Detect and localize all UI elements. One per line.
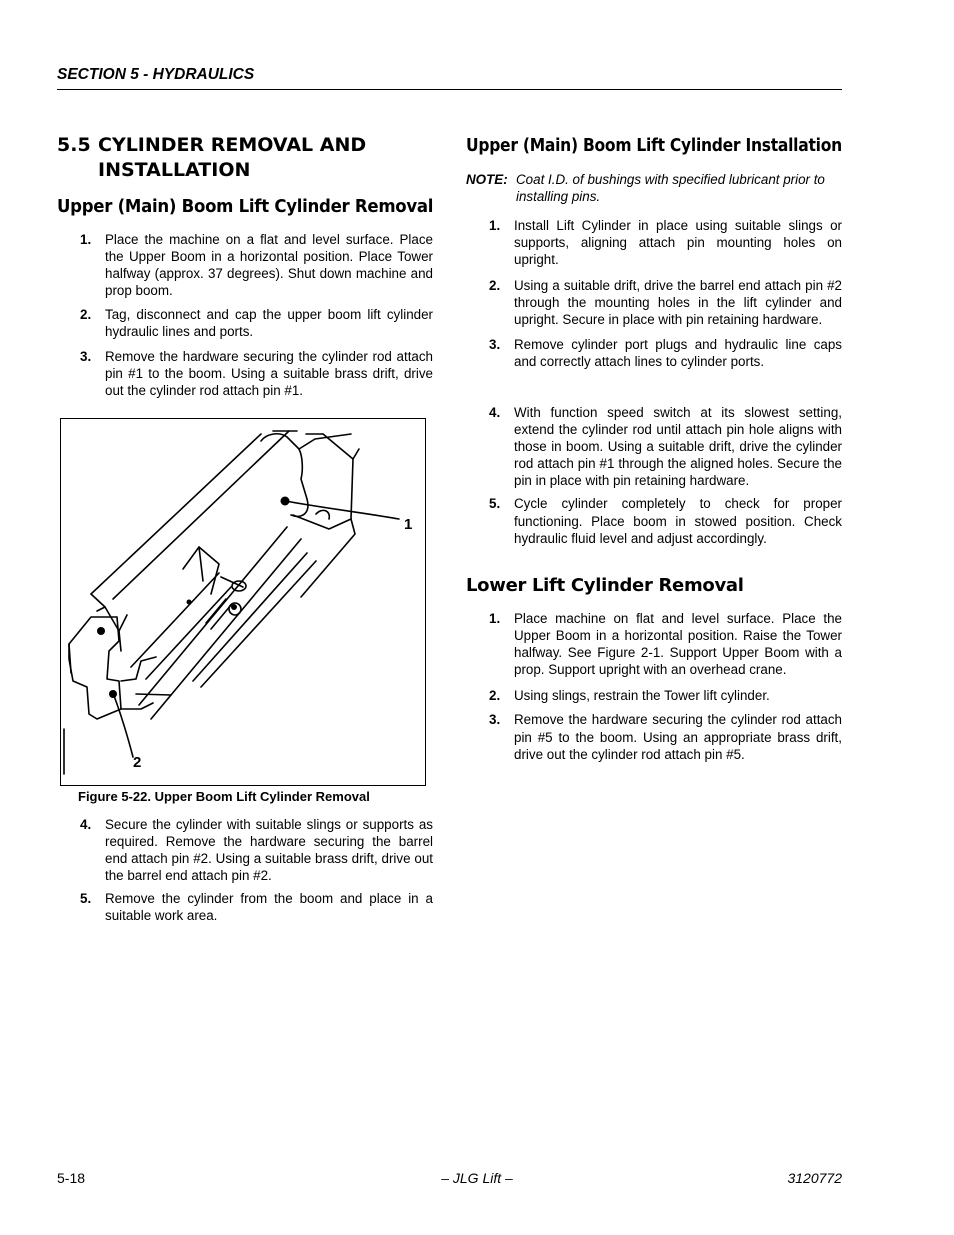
- section-title-line1: CYLINDER REMOVAL AND: [98, 134, 367, 156]
- note-text: Coat I.D. of bushings with specified lubricant prior to installing pins.: [516, 172, 825, 204]
- list-item: 1. Place the machine on a flat and level surface. Place the Upper Boom in a horizontal position. Place Tower halfway (approx. 37 degrees). Shut down machine and prop boom.: [80, 232, 433, 299]
- upper-install-steps-b: [466, 404, 842, 547]
- list-item: 3. Remove cylinder port plugs and hydraulic line caps and correctly attach lines to cylinder ports.: [489, 336, 842, 369]
- section-heading: [57, 133, 433, 183]
- list-item: 3. Remove the hardware securing the cylinder rod attach pin #5 to the boom. Using an appropriate brass drift, drive out the cylinder rod attach pin #5.: [489, 712, 842, 762]
- document-number: 3120772: [787, 1170, 842, 1186]
- list-item: 4. With function speed switch at its slowest setting, extend the cylinder rod until attach pin hole aligns with those in boom. Using a suitable drift, drive the cylinder rod attach pin #1 through the aligned holes. Secure the pin in place with pin retaining hardware.: [489, 405, 842, 489]
- list-item: 2. Using a suitable drift, drive the barrel end attach pin #2 through the mounting holes in the lift cylinder and upright. Secure in place with pin retaining hardware.: [489, 278, 842, 328]
- figure-caption: Figure 5-22. Upper Boom Lift Cylinder Removal: [78, 789, 370, 804]
- list-item: 5. Remove the cylinder from the boom and place in a suitable work area.: [80, 891, 433, 924]
- list-item: 2. Using slings, restrain the Tower lift cylinder.: [489, 688, 770, 704]
- section-header-title: SECTION 5 - HYDRAULICS: [57, 66, 255, 83]
- upper-removal-heading: Upper (Main) Boom Lift Cylinder Removal: [57, 196, 434, 217]
- boom-cylinder-drawing: [61, 419, 424, 784]
- callout-2-label: 2: [133, 754, 142, 771]
- header-divider: [57, 89, 842, 90]
- list-item: 1. Place machine on flat and level surface. Place the Upper Boom in a horizontal position. Raise the Tower halfway. See Figure 2-1. Support Upper Boom with a prop. Support upright with an overhead crane.: [489, 611, 842, 678]
- callout-1-label: 1: [404, 516, 413, 533]
- section-number: 5.5: [57, 134, 91, 156]
- footer-brand: – JLG Lift –: [441, 1170, 513, 1186]
- list-item: 1. Install Lift Cylinder in place using suitable slings or supports, aligning attach pin mounting holes on upright.: [489, 218, 842, 268]
- note-block: [466, 171, 842, 205]
- upper-install-steps-a: [466, 217, 842, 370]
- upper-install-heading: Upper (Main) Boom Lift Cylinder Installation: [466, 135, 842, 156]
- list-item: 5. Cycle cylinder completely to check for proper functioning. Place boom in stowed position. Check hydraulic fluid level and adjust accordingly.: [489, 496, 842, 546]
- lower-removal-steps: [466, 610, 842, 763]
- upper-removal-steps-a: [57, 231, 433, 399]
- section-title-line2: INSTALLATION: [98, 159, 251, 181]
- page-number: 5-18: [57, 1170, 86, 1186]
- lower-removal-heading: Lower Lift Cylinder Removal: [466, 575, 744, 596]
- list-item: 4. Secure the cylinder with suitable slings or supports as required. Remove the hardware securing the barrel end attach pin #2. Using a suitable brass drift, drive out the barrel end attach pin #2.: [80, 817, 433, 884]
- list-item: 3. Remove the hardware securing the cylinder rod attach pin #1 to the boom. Using a suitable brass drift, drive out the cylinder rod attach pin #1.: [80, 348, 433, 398]
- list-item: 2. Tag, disconnect and cap the upper boom lift cylinder hydraulic lines and ports.: [80, 307, 433, 340]
- upper-removal-steps-b: [57, 816, 433, 925]
- note-label: NOTE:: [466, 172, 508, 187]
- figure-illustration: [60, 418, 426, 786]
